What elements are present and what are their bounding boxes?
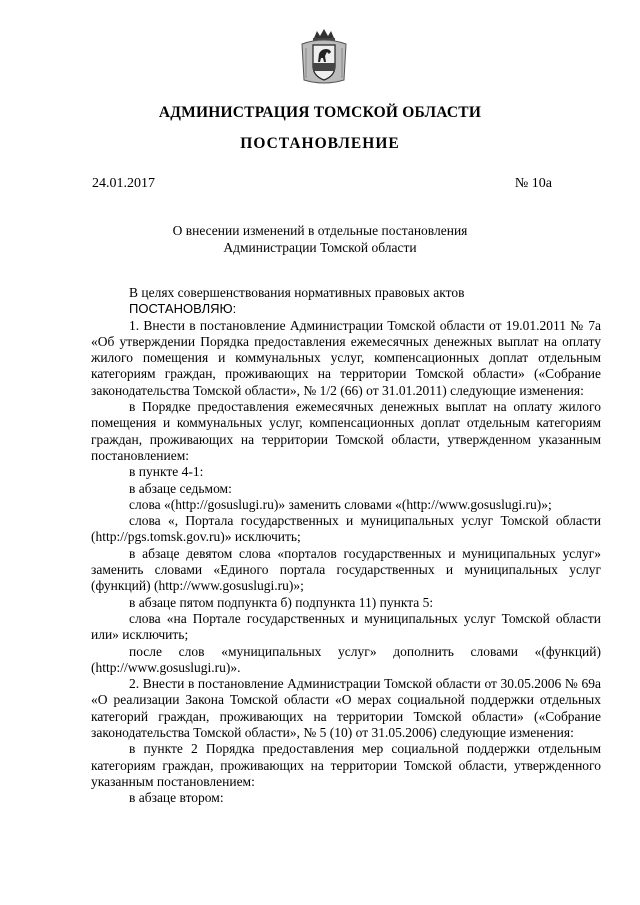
subject-line: О внесении изменений в отдельные постановления bbox=[172, 223, 468, 238]
document-subject bbox=[0, 222, 640, 256]
paragraph: В целях совершенствования нормативных правовых актов bbox=[129, 285, 465, 300]
paragraph: после слов «муниципальных услуг» дополнить словами «(функций) (http://www.gosuslugi.ru)». bbox=[91, 643, 601, 675]
subject-line: Администрации Томской области bbox=[223, 240, 417, 255]
paragraph: 1. Внести в постановление Администрации Томской области от 19.01.2011 № 7а «Об утверждении Порядка предоставления ежемесячных денежных выплат на оплату жилого помещения и коммунальных услуг, компенсационных доплат отдельным категориям граждан, проживающих на территории Томской области» («Собрание законодательства Томской области», № 1/2 (66) от 31.01.2011) следующие изменения: bbox=[91, 317, 601, 398]
paragraph: в абзаце втором: bbox=[129, 790, 224, 806]
paragraph: 2. Внести в постановление Администрации Томской области от 30.05.2006 № 69а «О реализации Закона Томской области «О мерах социальной поддержки отдельных категорий граждан, проживающих на территории Томской области» («Собрание законодательства Томской области», № 5 (10) от 31.05.2006) следующие изменения: bbox=[91, 676, 601, 741]
paragraph: в абзаце седьмом: bbox=[129, 480, 232, 496]
document-body bbox=[91, 285, 601, 807]
paragraph: в абзаце девятом слова «порталов государственных и муниципальных услуг» заменить словами «Единого портала государственных и муниципальных услуг (функций) (http://www.gosuslugi.ru)»; bbox=[91, 545, 601, 594]
paragraph: слова «(http://gosuslugi.ru)» заменить словами «(http://www.gosuslugi.ru)»; bbox=[129, 496, 552, 512]
paragraph: слова «, Портала государственных и муниципальных услуг Томской области (http://pgs.tomsk.gov.ru)» исключить; bbox=[91, 513, 601, 545]
paragraph: в абзаце пятом подпункта б) подпункта 11) пункта 5: bbox=[129, 594, 434, 610]
document-number: № 10а bbox=[514, 176, 552, 191]
organization-title: АДМИНИСТРАЦИЯ ТОМСКОЙ ОБЛАСТИ bbox=[158, 104, 482, 121]
document-type: ПОСТАНОВЛЕНИЕ bbox=[240, 135, 400, 152]
paragraph: в пункте 2 Порядка предоставления мер социальной поддержки отдельным категориям граждан, проживающих на территории Томской области, утвержденного указанным постановлением: bbox=[91, 741, 601, 789]
paragraph: слова «на Портале государственных и муниципальных услуг Томской области или» исключить; bbox=[91, 610, 601, 643]
paragraph: в пункте 4-1: bbox=[129, 464, 204, 480]
document-date: 24.01.2017 bbox=[92, 176, 155, 191]
tomsk-coat-of-arms-icon bbox=[300, 28, 348, 86]
paragraph: в Порядке предоставления ежемесячных денежных выплат на оплату жилого помещения и коммунальных услуг, компенсационных доплат отдельным категориям граждан, проживающих на территории Томской области, утвержденном указанным постановлением: bbox=[91, 399, 601, 463]
paragraph-decree: ПОСТАНОВЛЯЮ: bbox=[129, 301, 237, 317]
